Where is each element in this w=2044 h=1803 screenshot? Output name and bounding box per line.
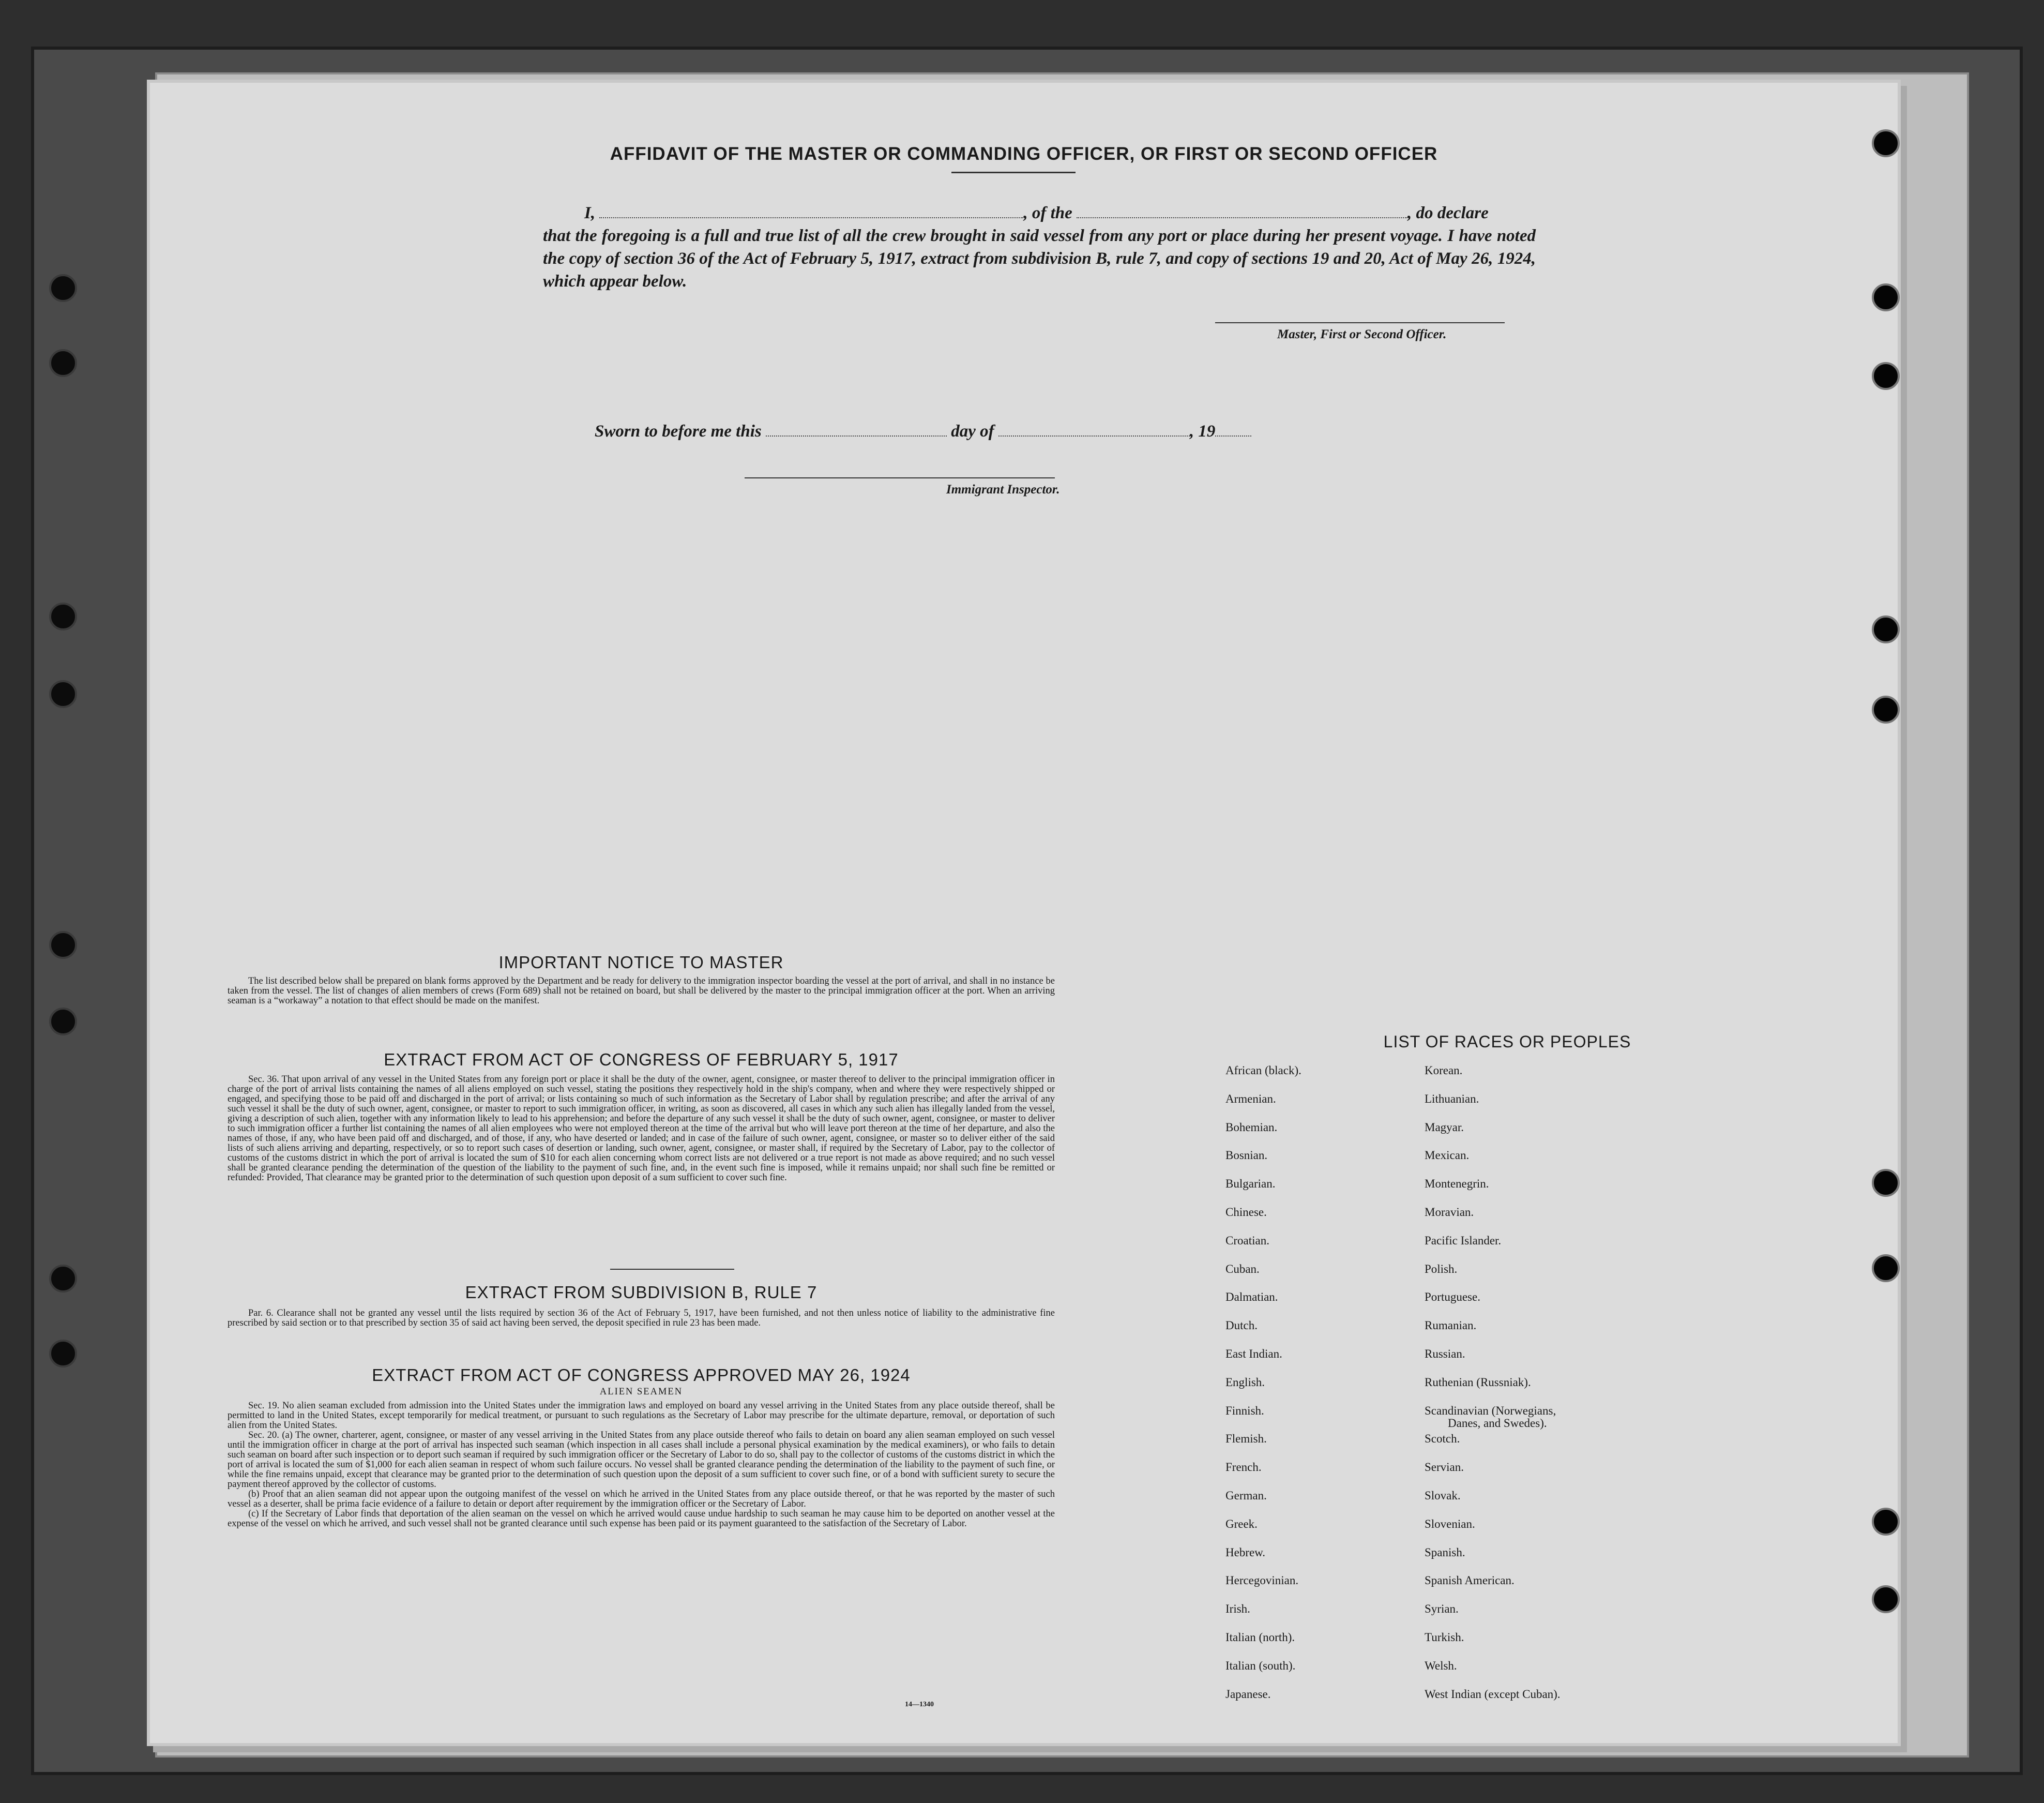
race-item: East Indian.: [1225, 1347, 1282, 1360]
binder-hole: [49, 931, 77, 959]
master-caption: Master, First or Second Officer.: [1277, 327, 1447, 341]
race-item: Ruthenian (Russniak).: [1425, 1375, 1531, 1389]
race-item: Rumanian.: [1425, 1319, 1477, 1332]
punch-hole: [1872, 362, 1900, 390]
alien-seamen-subtitle: ALIEN SEAMEN: [599, 1387, 683, 1397]
sec20b-paragraph: (b) Proof that an alien seaman did not appear upon the outgoing manifest of the vessel on which he arrived in the United States from any place outside thereof, or that he was reported by the master of such vessel as a deserter, shall be prima facie evidence of a failure to detain or deport after requirement by the immigration officer or the Secretary of Labor.: [228, 1489, 1055, 1509]
binder-hole: [49, 680, 77, 708]
extract-1917-title: EXTRACT FROM ACT OF CONGRESS OF FEBRUARY 5, 1917: [384, 1050, 899, 1069]
sworn-prefix: Sworn to before me this: [595, 422, 762, 441]
race-item: African (black).: [1225, 1064, 1301, 1077]
race-item: Montenegrin.: [1425, 1177, 1489, 1191]
race-item: English.: [1225, 1375, 1265, 1389]
declaration-i: I,: [584, 204, 596, 222]
binder-hole: [49, 349, 77, 377]
race-item: Korean.: [1425, 1064, 1463, 1077]
binder-hole: [49, 274, 77, 302]
sec36-paragraph: Sec. 36. That upon arrival of any vessel in the United States from any foreign port or place it shall be the duty of the owner, agent, consignee, or master thereof to deliver to the principal immigration officer in charge of the port of arrival lists containing the names of all aliens employed on such vessel, stating the positions they respectively hold in the ship's company, when and where they were respectively shipped or engaged, and specifying those to be paid off and discharged in the port of arrival; or lists containing so much of such information as the Secretary of Labor shall by regulation prescribe; and after the arrival of any such vessel it shall be the duty of such owner, agent, consignee, or master to report to such immigration officer, in writing, as soon as discovered, all cases in which any such alien has illegally landed from the vessel, giving a description of such alien, together with any information likely to lead to his apprehension; and before the departure of any such vessel it shall be the duty of such owner, agent, consignee, or master to deliver to such immigration officer a further list containing the names of all alien employees who were not employed thereon at the time of the arrival but who will leave port thereon at the time of her departure, and also the names of those, if any, who have been paid off and discharged, and of those, if any, who have deserted or landed; and in case of the failure of such owner, agent, consignee, or master so to deliver either of the said lists of such aliens arriving and departing, respectively, or so to report such cases of desertion or landing, such owner, agent, consignee, or master shall, if required by the Secretary of Labor, pay to the collector of customs of the customs district in which the port of arrival is located the sum of $10 for each alien concerning whom correct lists are not delivered or a true report is not made as above required; and no such vessel shall be granted clearance pending the determination of the question of the liability to the payment of such fine, and, in the event such fine is imposed, while it remains unpaid; nor shall such fine be remitted or refunded: Provided, That clearance may be granted prior to the determination of such question upon deposit of a sum sufficient to cover such fine.: [228, 1074, 1055, 1183]
race-item: French.: [1225, 1461, 1262, 1474]
race-item: Chinese.: [1225, 1205, 1267, 1219]
race-item: Scandinavian (Norwegians,: [1425, 1404, 1556, 1417]
race-item: Bosnian.: [1225, 1149, 1268, 1162]
declaration-of-the: , of the: [1023, 204, 1072, 222]
race-item: Dalmatian.: [1225, 1290, 1278, 1304]
race-item: Hercegovinian.: [1225, 1574, 1299, 1587]
race-item: Scotch.: [1425, 1432, 1460, 1446]
binder-hole: [49, 1008, 77, 1035]
race-item: Irish.: [1225, 1602, 1250, 1616]
inspector-caption: Immigrant Inspector.: [946, 483, 1060, 497]
race-item: Mexican.: [1425, 1149, 1470, 1162]
sworn-day-of: day of: [951, 422, 994, 441]
race-item: Flemish.: [1225, 1432, 1267, 1446]
title-rule: [951, 172, 1076, 173]
race-item: Welsh.: [1425, 1659, 1457, 1672]
race-item: Polish.: [1425, 1262, 1458, 1275]
race-item: Moravian.: [1425, 1205, 1474, 1219]
notice-text: [228, 976, 1055, 1006]
races-title: LIST OF RACES OR PEOPLES: [1383, 1032, 1631, 1051]
sworn-day-field[interactable]: [766, 420, 947, 437]
sworn-month-field[interactable]: [998, 420, 1190, 437]
sec19-paragraph: Sec. 19. No alien seaman excluded from admission into the United States under the immigration laws and employed on board any vessel arriving in the United States from any place outside thereof, shall be permitted to land in the United States, except temporarily for medical treatment, or pursuant to such regulations as the Secretary of Labor may prescribe for the ultimate departure, removal, or deportation of such alien from the United States.: [228, 1401, 1055, 1431]
name-field[interactable]: [599, 202, 1023, 218]
binder-hole: [49, 1265, 77, 1293]
notice-paragraph: The list described below shall be prepared on blank forms approved by the Department and be ready for delivery to the immigration inspector boarding the vessel at the port of arrival, and shall in no instance be taken from the vessel. The list of changes of alien members of crews (Form 689) shall not be retained on board, but shall be delivered by the master to the principal immigration officer at the port. When an arriving seaman is a “workaway” a notation to that effect should be made on the manifest.: [228, 976, 1055, 1006]
rule7-text: [228, 1309, 1055, 1328]
race-item: Magyar.: [1425, 1120, 1464, 1134]
punch-hole: [1872, 1508, 1900, 1536]
extract-1924-title: EXTRACT FROM ACT OF CONGRESS APPROVED MAY 26, 1924: [372, 1365, 911, 1385]
race-item: Croatian.: [1225, 1234, 1269, 1247]
races-right-column: [1425, 1064, 1561, 1716]
race-item: Armenian.: [1225, 1092, 1276, 1105]
sworn-year-field[interactable]: [1215, 420, 1251, 437]
form-number: 14—1340: [905, 1701, 934, 1708]
punch-hole: [1872, 615, 1900, 643]
race-item: Turkish.: [1425, 1630, 1464, 1644]
extract-1924-text: [228, 1387, 1055, 1529]
document-page: [150, 83, 1898, 1743]
race-item: Syrian.: [1425, 1602, 1459, 1616]
race-item: Lithuanian.: [1425, 1092, 1479, 1105]
race-item: Hebrew.: [1225, 1545, 1266, 1559]
race-item: Portuguese.: [1425, 1290, 1480, 1304]
race-item: Dutch.: [1225, 1319, 1258, 1332]
par6-paragraph: Par. 6. Clearance shall not be granted any vessel until the lists required by section 36 of the Act of February 5, 1917, have been furnished, and not then unless notice of liability to the administrative fine prescribed by said section or to that prescribed by section 35 of said act having been served, the deposit specified in rule 23 has been made.: [228, 1308, 1055, 1328]
race-item: German.: [1225, 1489, 1267, 1502]
race-item: Spanish.: [1425, 1545, 1465, 1559]
vessel-field[interactable]: [1077, 202, 1407, 218]
binder-hole: [49, 1340, 77, 1368]
race-item: Cuban.: [1225, 1262, 1260, 1275]
race-item: Bohemian.: [1225, 1120, 1278, 1134]
race-item: Servian.: [1425, 1461, 1464, 1474]
affidavit-title: AFFIDAVIT OF THE MASTER OR COMMANDING OFFICER, OR FIRST OR SECOND OFFICER: [610, 144, 1438, 164]
race-item: West Indian (except Cuban).: [1425, 1687, 1561, 1701]
punch-hole: [1872, 1169, 1900, 1197]
punch-hole: [1872, 1254, 1900, 1282]
race-item: Pacific Islander.: [1425, 1234, 1502, 1247]
race-item: Italian (south).: [1225, 1659, 1296, 1672]
sworn-year: , 19: [1189, 422, 1216, 441]
inspector-signature-line[interactable]: [745, 477, 1055, 478]
race-item: Slovenian.: [1425, 1517, 1475, 1530]
section-divider: [610, 1269, 734, 1270]
master-signature-line[interactable]: [1215, 322, 1505, 323]
punch-hole: [1872, 283, 1900, 311]
race-item-scandinavian: [1425, 1405, 1561, 1433]
race-item: Spanish American.: [1425, 1574, 1515, 1587]
sec20a-paragraph: Sec. 20. (a) The owner, charterer, agent, consignee, or master of any vessel arriving in the United States from any place outside thereof who fails to detain on board any alien seaman employed on such vessel until the immigration officer in charge at the port of arrival has inspected such seaman (which inspection in all cases shall include a personal physical examination by the medical examiners), or who fails to detain such seaman on board after such inspection or to deport such seaman if required by such immigration officer or the Secretary of Labor to do so, shall pay to the collector of customs of the customs district in which the port of arrival is located the sum of $1,000 for each alien seaman in respect of whom such failure occurs. No vessel shall be granted clearance pending the determination of the liability to the payment of such fine, or while the fine remains unpaid, except that clearance may be granted prior to the determination of such question upon the deposit of a sum sufficient to cover such fine, or of a bond with sufficient surety to secure the payment thereof approved by the collector of customs.: [228, 1430, 1055, 1490]
binder-hole: [49, 603, 77, 630]
punch-hole: [1872, 1585, 1900, 1613]
notice-title: IMPORTANT NOTICE TO MASTER: [498, 953, 784, 972]
declaration-do-declare: , do declare: [1407, 204, 1489, 222]
races-left-column: [1225, 1064, 1301, 1716]
extract-1917-text: [228, 1075, 1055, 1183]
race-item: Japanese.: [1225, 1687, 1271, 1701]
race-item: Bulgarian.: [1225, 1177, 1276, 1191]
declaration-body: that the foregoing is a full and true list of all the crew brought in said vessel from any port or place during her present voyage. I have noted the copy of section 36 of the Act of February 5, 1917, extract from subdivision B, rule 7, and copy of sections 19 and 20, Act of May 26, 1924, which appear below.: [543, 227, 1536, 291]
declaration-line: [543, 202, 1536, 224]
rule7-title: EXTRACT FROM SUBDIVISION B, RULE 7: [465, 1283, 817, 1302]
sec20c-paragraph: (c) If the Secretary of Labor finds that deportation of the alien seaman on the vessel on which he arrived would cause undue hardship to such seaman he may cause him to be deported on another vessel at the expense of the vessel on which he arrived, and such vessel shall not be granted clearance until such expense has been paid or its payment guaranteed to the satisfaction of the Secretary of Labor.: [228, 1509, 1055, 1529]
race-item: Greek.: [1225, 1517, 1258, 1530]
race-item: Slovak.: [1425, 1489, 1461, 1502]
punch-hole: [1872, 696, 1900, 724]
race-item-continuation: Danes, and Swedes).: [1448, 1416, 1547, 1430]
declaration-block: [543, 202, 1536, 293]
sworn-line: [595, 420, 1251, 441]
race-item: Russian.: [1425, 1347, 1465, 1360]
race-item: Finnish.: [1225, 1404, 1264, 1417]
race-item: Italian (north).: [1225, 1630, 1295, 1644]
